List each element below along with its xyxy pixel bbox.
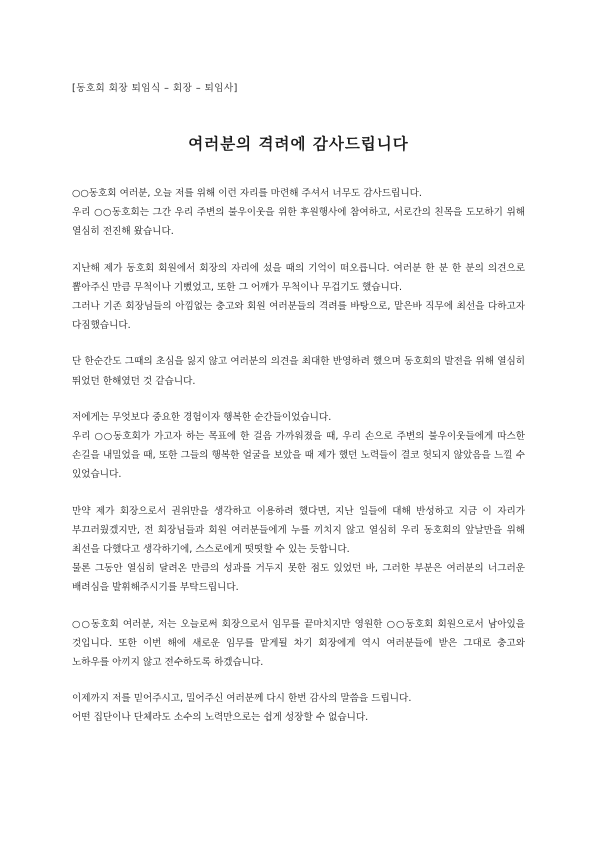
paragraph: 그러나 기존 회장님들의 아낌없는 충고와 회원 여러분들의 격려를 바탕으로, 맡은바 직무에 최선을 다하고자 다짐했습니다. xyxy=(72,301,525,332)
paragraph: 우리 ○○동호회가 가고자 하는 목표에 한 걸음 가까워졌을 때, 우리 손으로 주변의 불우이웃들에게 따스한 손길을 내밀었을 때, 또한 그들의 행복한 얼굴을 보았을 때 제가 했던 노력들이 결코 헛되지 않았음을 느낄 수 있었습니다. xyxy=(72,431,525,481)
paragraph: 물론 그동안 열심히 달려온 만큼의 성과를 거두지 못한 점도 있었던 바, 그러한 부분은 여러분의 너그러운 배려심을 발휘해주시기를 부탁드립니다. xyxy=(72,563,525,594)
paragraph-spacer xyxy=(72,485,525,502)
paragraph: ○○동호회 여러분, 오늘 저를 위해 이런 자리를 마련해 주셔서 너무도 감사드립니다. xyxy=(72,188,422,199)
paragraph: 단 한순간도 그때의 초심을 잃지 않고 여러분의 의견을 최대한 반영하려 했으며 동호회의 발전을 위해 열심히 뛰었던 한해였던 것 같습니다. xyxy=(72,356,525,387)
paragraph-spacer xyxy=(72,242,525,259)
paragraph: ○○동호회 여러분, 저는 오늘로써 회장으로서 임무를 끝마치지만 영원한 ○○동호회 회원으로서 남아있을 것입니다. 또한 이번 해에 새로운 임무를 맡게될 차기 회장에게 역시 여러분들에 받은 그대로 충고와 노하우를 아끼지 않고 전수하도록 하겠습니다. xyxy=(72,618,525,669)
document-body xyxy=(72,184,525,728)
document-title: 여러분의 격려에 감사드립니다 xyxy=(188,135,409,153)
paragraph: 만약 제가 회장으로서 권위만을 생각하고 이용하려 했다면, 지난 일들에 대해 반성하고 지금 이 자리가 부끄러웠겠지만, 전 회장님들과 회원 여러분들에게 누를 끼치지 않고 열심히 우리 동호회의 앞날만을 위해 최선을 다했다고 생각하기에, 스스로에게 떳떳할 수 있는 듯합니다. xyxy=(72,505,525,556)
paragraph-spacer xyxy=(72,672,525,689)
paragraph: 지난해 제가 동호회 회원에서 회장의 자리에 섰을 때의 기억이 떠오릅니다. 여러분 한 분 한 분의 의견으로 뽑아주신 만큼 무척이나 기뻤었고, 또한 그 어깨가 무척이나 무겁기도 했습니다. xyxy=(72,262,525,293)
paragraph: 이제까지 저를 믿어주시고, 밀어주신 여러분께 다시 한번 감사의 말씀을 드립니다. xyxy=(72,693,412,705)
paragraph: 저에게는 무엇보다 중요한 경험이자 행복한 순간들이었습니다. xyxy=(72,411,332,423)
paragraph-spacer xyxy=(72,335,525,352)
paragraph-spacer xyxy=(72,391,525,408)
paragraph-spacer xyxy=(72,598,525,615)
paragraph: 어떤 집단이나 단체라도 소수의 노력만으로는 쉽게 성장할 수 없습니다. xyxy=(72,712,369,724)
document-category: [동호회 회장 퇴임식 – 회장 – 퇴임사] xyxy=(72,83,238,94)
paragraph: 우리 ○○동호회는 그간 우리 주변의 불우이웃을 위한 후원행사에 참여하고, 서로간의 친목을 도모하기 위해 열심히 전진해 왔습니다. xyxy=(72,207,525,238)
